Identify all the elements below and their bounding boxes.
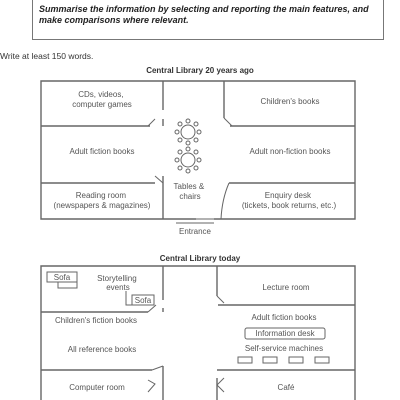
computer-room-label: Computer room bbox=[69, 383, 125, 392]
information-desk-label: Information desk bbox=[255, 329, 315, 338]
sofa-top-label: Sofa bbox=[53, 273, 71, 282]
self-service-machines-icon bbox=[238, 357, 329, 363]
task-instruction-line1: Summarise the information by selecting and reporting the main features, and bbox=[39, 4, 369, 14]
entrance-label: Entrance bbox=[178, 227, 212, 236]
room-reading-label: Reading room (newspapers & magazines) bbox=[53, 191, 151, 210]
today-plan-title: Central Library today bbox=[159, 254, 241, 263]
tables-chairs-icon bbox=[175, 119, 201, 173]
room-childrens-books-label: Children's books bbox=[260, 97, 320, 106]
task-instruction-line2: make comparisons where relevant. bbox=[39, 15, 189, 25]
sofa-bottom-label: Sofa bbox=[134, 296, 152, 305]
room-adult-nonfiction-label: Adult non-fiction books bbox=[249, 147, 331, 156]
lecture-room-label: Lecture room bbox=[262, 283, 310, 292]
past-plan-title: Central Library 20 years ago bbox=[146, 66, 254, 75]
cafe-label: Café bbox=[277, 383, 295, 392]
storytelling-label: Storytelling events bbox=[97, 274, 137, 292]
tables-chairs-label: Tables & chairs bbox=[173, 182, 205, 201]
room-cds-label: CDs, videos, computer games bbox=[72, 90, 132, 109]
reference-books-label: All reference books bbox=[67, 345, 137, 354]
adult-fiction-today-label: Adult fiction books bbox=[251, 313, 317, 322]
self-service-label: Self-service machines bbox=[244, 344, 324, 353]
word-count-instruction: Write at least 150 words. bbox=[0, 51, 94, 61]
room-enquiry-desk-label: Enquiry desk (tickets, book returns, etc.) bbox=[241, 191, 337, 210]
room-adult-fiction-label: Adult fiction books bbox=[69, 147, 135, 156]
childrens-fiction-label: Children's fiction books bbox=[54, 316, 138, 325]
